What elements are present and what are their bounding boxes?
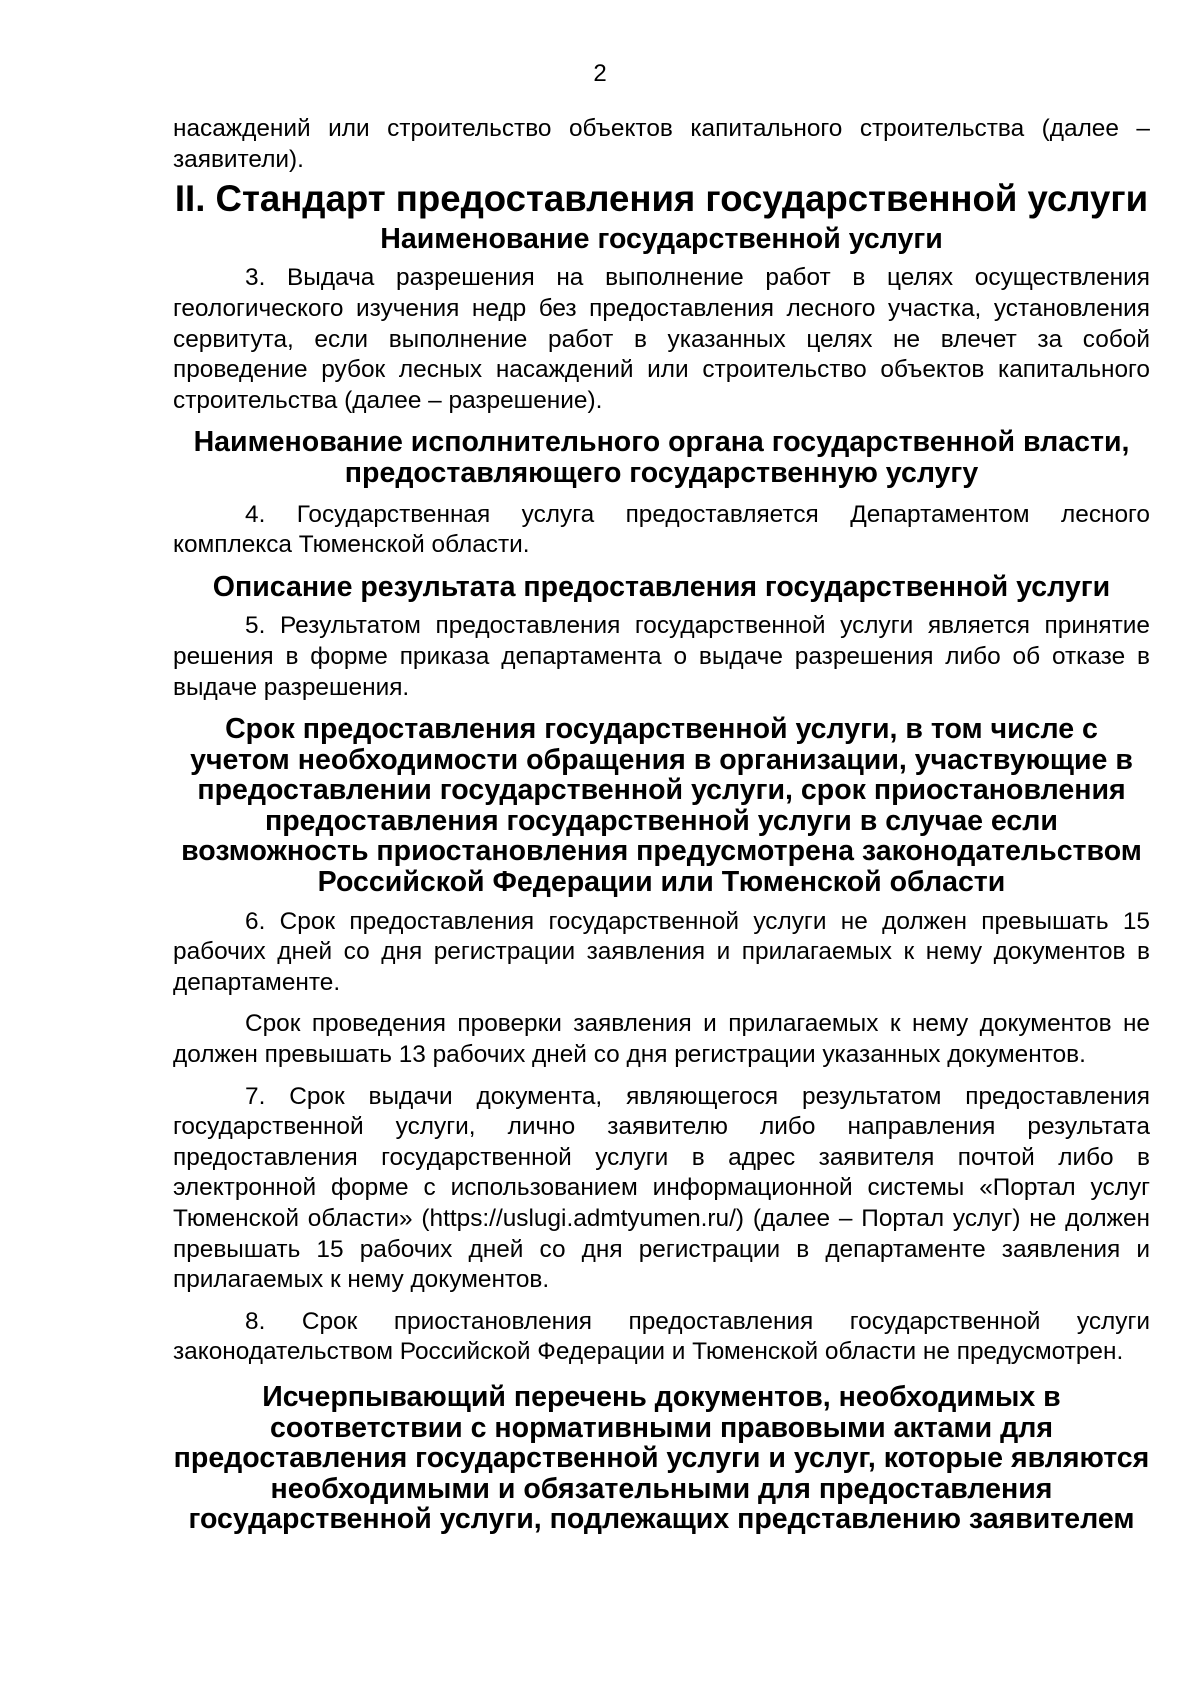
paragraph-4: 4. Государственная услуга предоставляется Департаментом лесного комплекса Тюменской области. — [173, 500, 1150, 559]
heading-documents-list: Исчерпывающий перечень документов, необходимых в соответствии с нормативными правовыми актами для предоставления государственной услуги и услуг, которые являются необходимыми и обязательными для предоставления государственной услуги, подлежащих представлению заявителем — [173, 1380, 1150, 1536]
paragraph-7: 7. Срок выдачи документа, являющегося результатом предоставления государственной услуги, лично заявителю либо направления результата предоставления государственной услуги в адрес заявителя почтой либо в электронной форме с использованием информационной системы «Портал услуг Тюменской области» (https://uslugi.admtyumen.ru/) (далее – Портал услуг) не должен превышать 15 рабочих дней со дня регистрации в департаменте заявления и прилагаемых к нему документов. — [173, 1082, 1150, 1294]
heading-result-description: Описание результата предоставления государственной услуги — [212, 570, 1111, 603]
paragraph-5: 5. Результатом предоставления государственной услуги является принятие решения в форме приказа департамента о выдаче разрешения либо об отказе в выдаче разрешения. — [173, 612, 1150, 701]
section-heading: II. Стандарт предоставления государственной услуги — [174, 178, 1149, 220]
paragraph-continuation: насаждений или строительство объектов капитального строительства (далее – заявители). — [173, 115, 1150, 173]
paragraph-6-continued: Срок проведения проверки заявления и прилагаемых к нему документов не должен превышать 13 рабочих дней со дня регистрации указанных документов. — [173, 1010, 1150, 1069]
heading-service-term: Срок предоставления государственной услуги, в том числе с учетом необходимости обращения в организации, участвующие в предоставлении государственной услуги, срок приостановления предоставления государственной услуги в случае если возможность приостановления предусмотрена законодательством Российской Федерации или Тюменской области — [181, 713, 1142, 899]
heading-executive-body: Наименование исполнительного органа государственной власти, предоставляющего государственную услугу — [193, 426, 1130, 489]
paragraph-6: 6. Срок предоставления государственной услуги не должен превышать 15 рабочих дней со дня регистрации заявления и прилагаемых к нему документов в департаменте. — [173, 907, 1150, 996]
paragraph-3: 3. Выдача разрешения на выполнение работ в целях осуществления геологического изучения недр без предоставления лесного участка, установления сервитута, если выполнение работ в указанных целях не влечет за собой проведение рубок лесных насаждений или строительство объектов капитального строительства (далее – разрешение). — [173, 264, 1150, 414]
heading-service-name: Наименование государственной услуги — [380, 222, 943, 255]
paragraph-8: 8. Срок приостановления предоставления государственной услуги законодательством Российской Федерации и Тюменской области не предусмотрен. — [173, 1307, 1150, 1366]
document-body — [173, 114, 1150, 1535]
page-number: 2 — [593, 60, 607, 87]
